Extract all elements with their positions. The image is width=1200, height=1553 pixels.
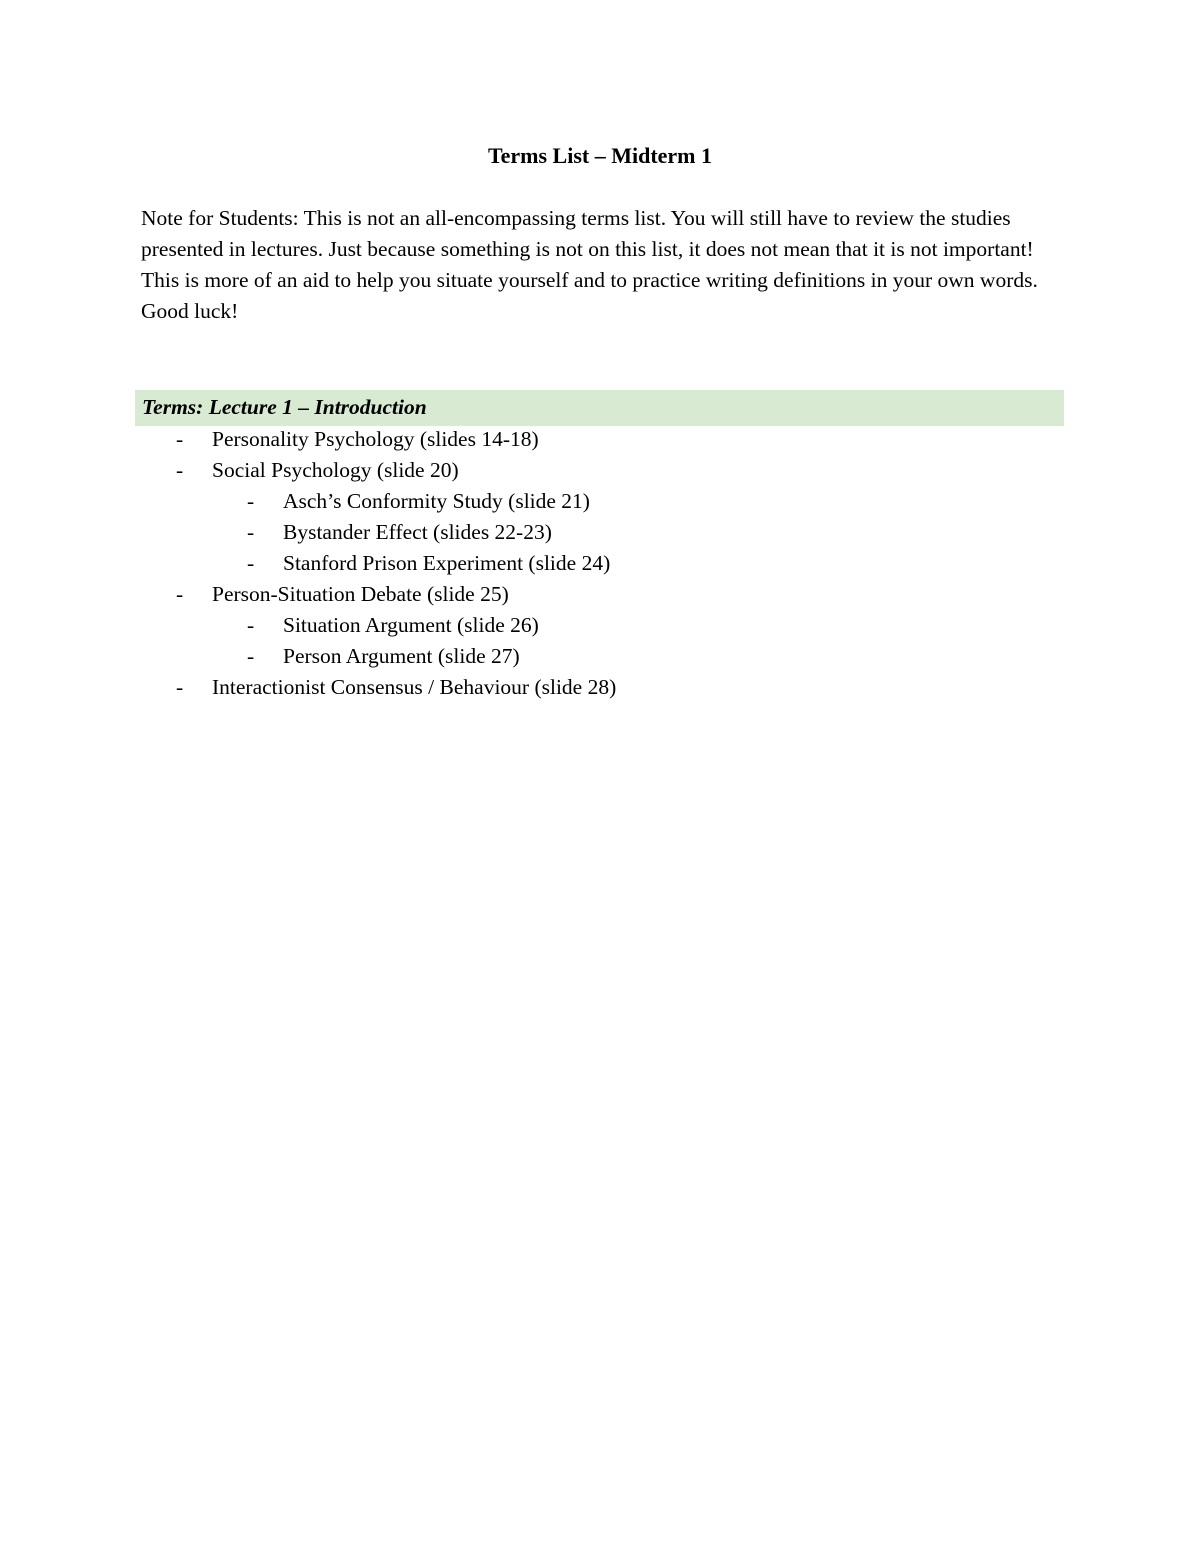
term-label: Interactionist Consensus / Behaviour (slide 28) [212, 675, 617, 699]
term-label: Personality Psychology (slides 14-18) [212, 427, 539, 451]
bullet-dash: - [176, 458, 184, 482]
term-item [0, 424, 1200, 455]
term-label: Social Psychology (slide 20) [212, 458, 459, 482]
term-item [0, 672, 1200, 703]
bullet-dash: - [247, 489, 255, 513]
bullet-dash: - [247, 613, 255, 637]
bullet-dash: - [176, 427, 184, 451]
term-label: Bystander Effect (slides 22-23) [283, 520, 552, 544]
bullet-dash: - [247, 644, 255, 668]
term-label: Asch’s Conformity Study (slide 21) [283, 489, 590, 513]
sub-term-item [0, 548, 1200, 579]
term-item [0, 579, 1200, 610]
section-header-lecture-1: Terms: Lecture 1 – Introduction [135, 390, 1064, 426]
sub-term-item [0, 486, 1200, 517]
sub-term-item [0, 610, 1200, 641]
term-label: Person-Situation Debate (slide 25) [212, 582, 509, 606]
sub-term-item [0, 517, 1200, 548]
bullet-dash: - [247, 520, 255, 544]
terms-list [0, 424, 1200, 703]
bullet-dash: - [176, 582, 184, 606]
term-item [0, 455, 1200, 486]
sub-term-item [0, 641, 1200, 672]
bullet-dash: - [176, 675, 184, 699]
student-note: Note for Students: This is not an all-encompassing terms list. You will still have to review the studies presented in lectures. Just because something is not on this list, it does not mean that it is not important! This is more of an aid to help you situate yourself and to practice writing definitions in your own words. Good luck! [141, 206, 1038, 323]
term-label: Situation Argument (slide 26) [283, 613, 539, 637]
page-title: Terms List – Midterm 1 [487, 143, 713, 168]
term-label: Person Argument (slide 27) [283, 644, 520, 668]
bullet-dash: - [247, 551, 255, 575]
term-label: Stanford Prison Experiment (slide 24) [283, 551, 611, 575]
